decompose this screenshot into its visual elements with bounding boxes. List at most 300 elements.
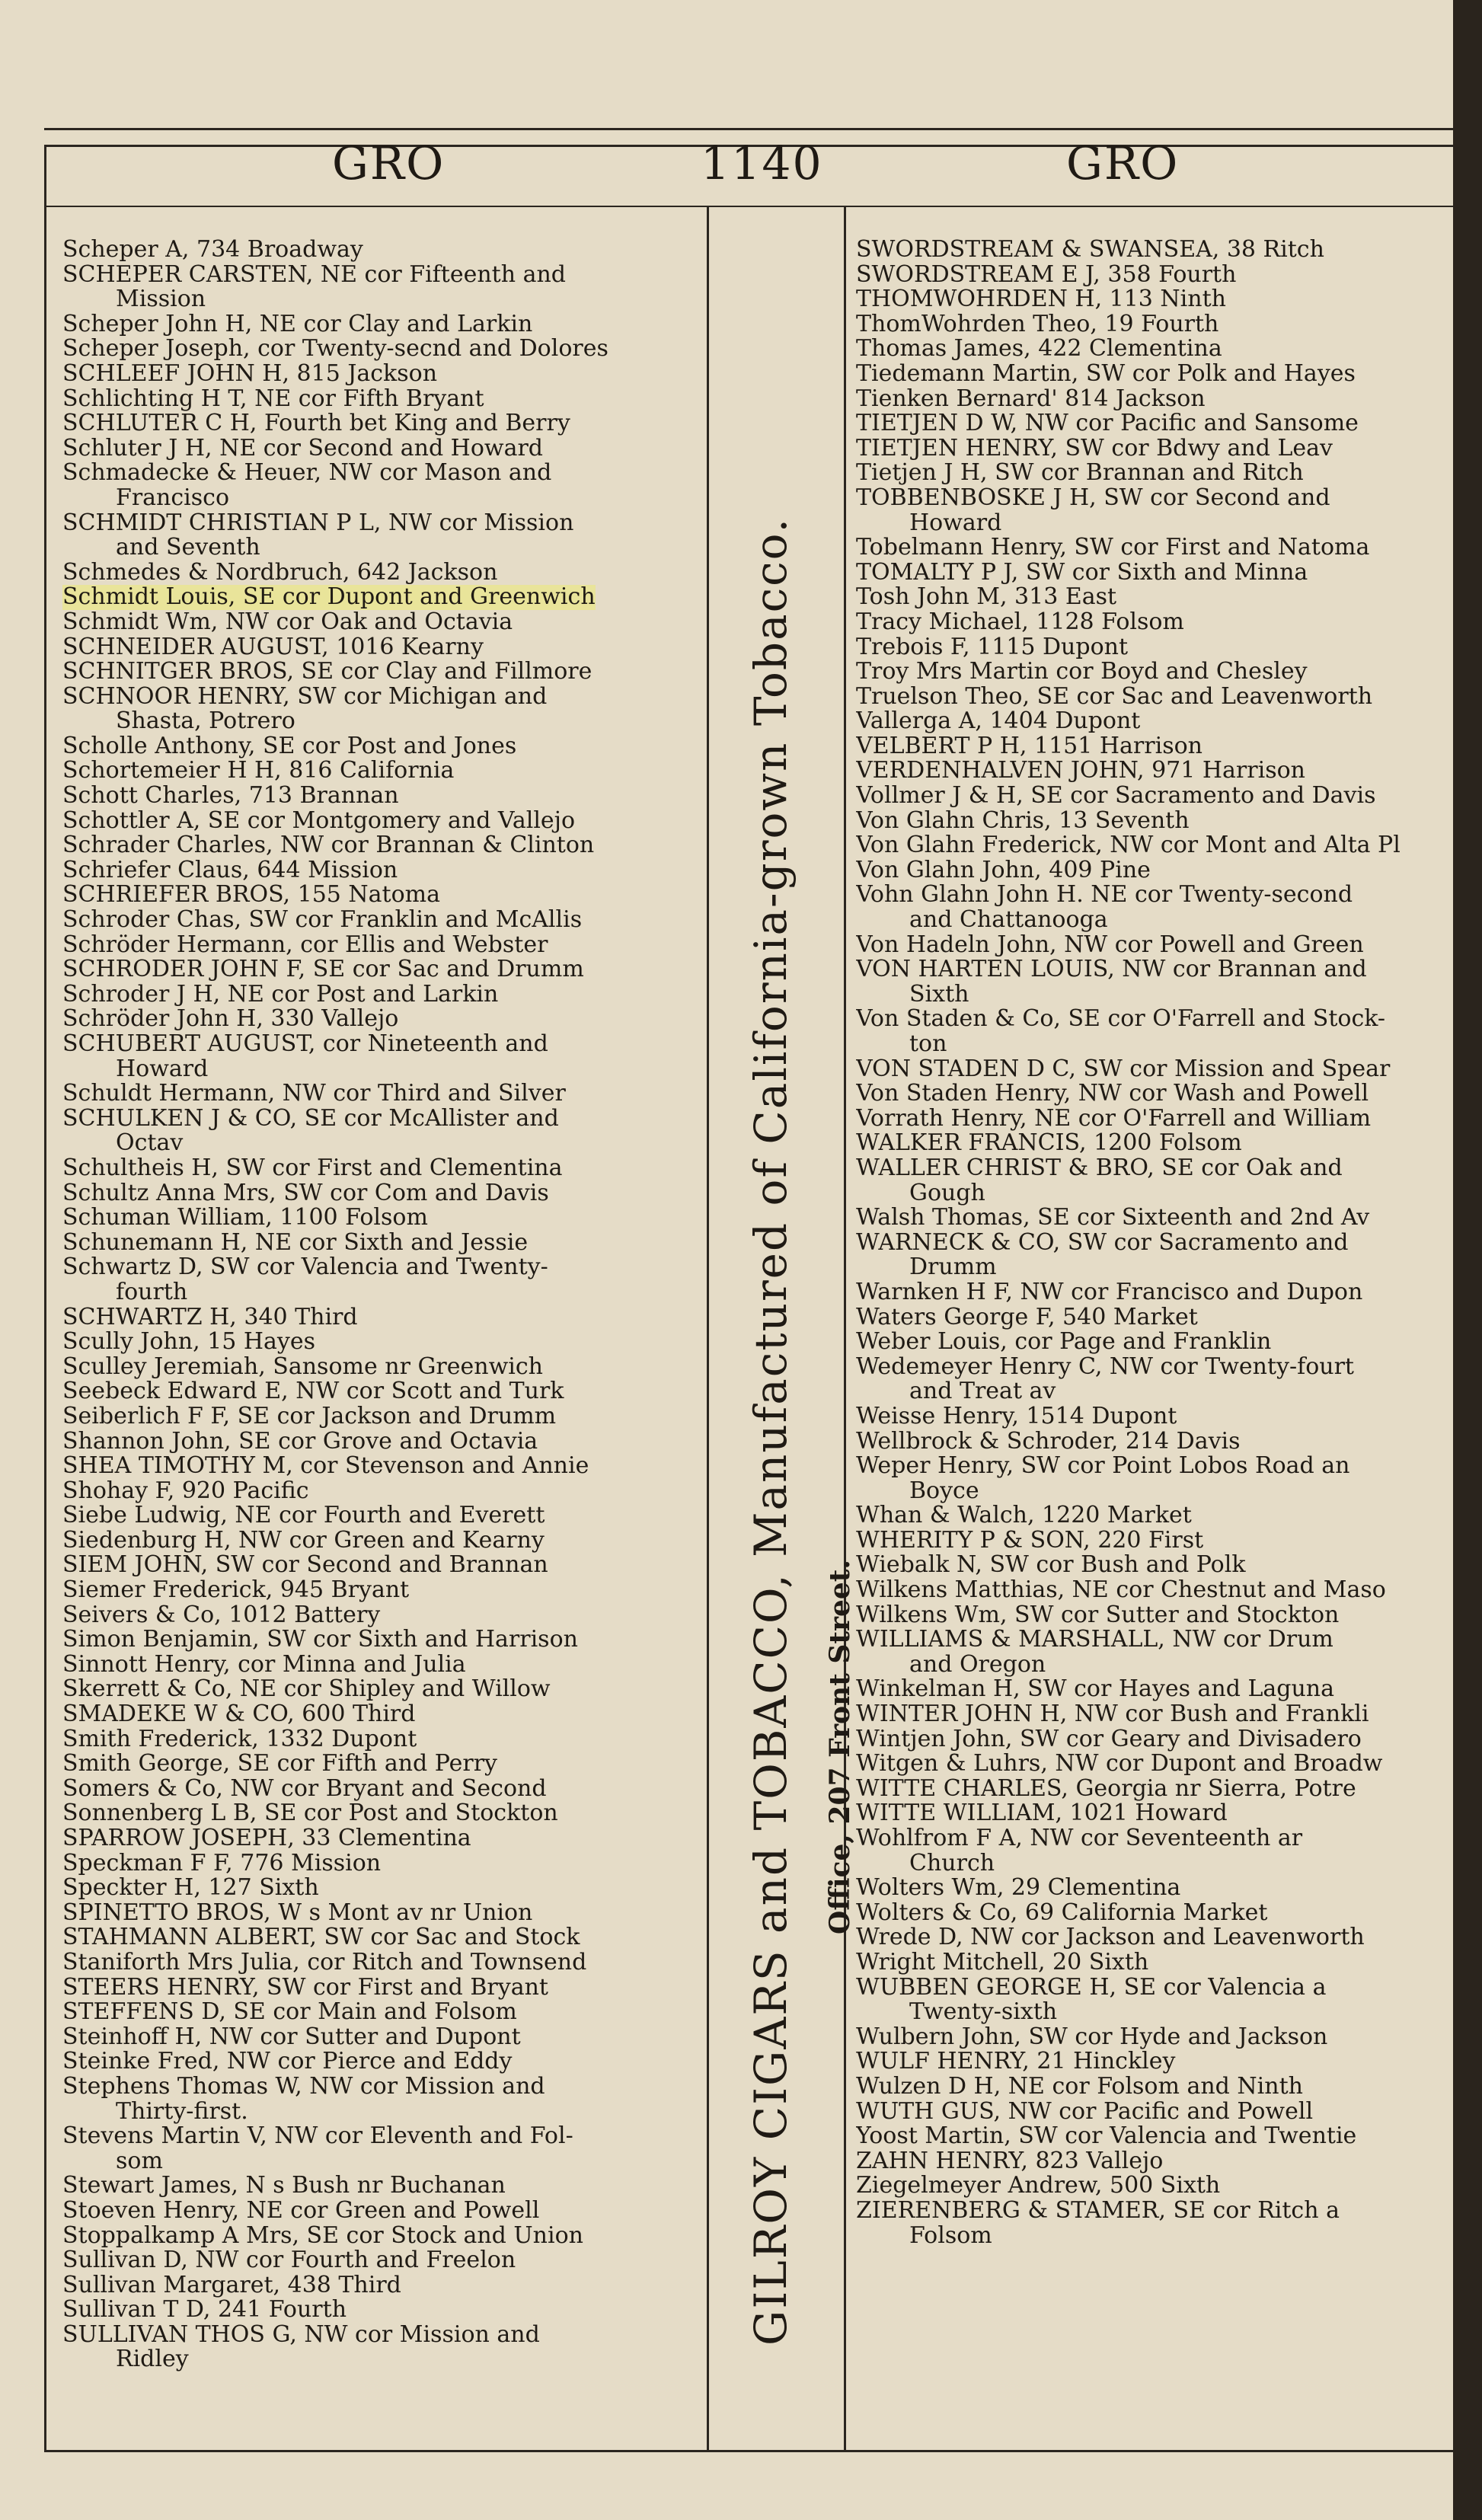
listing-entry: [62, 1627, 717, 1653]
listing-text: SCHNOOR HENRY, SW cor Michigan and: [62, 684, 548, 710]
listing-text: Von Glahn Frederick, NW cor Mont and Alta Pl: [856, 833, 1401, 858]
listing-text: SCHWARTZ H, 340 Third: [62, 1305, 358, 1330]
listing-entry: [856, 660, 1462, 685]
listing-text: Truelson Theo, SE cor Sac and Leavenworth: [856, 684, 1373, 710]
listing-text: Smith George, SE cor Fifth and Perry: [62, 1752, 497, 1777]
listing-text: Vallerga A, 1404 Dupont: [856, 709, 1141, 734]
listing-entry: [62, 2049, 717, 2074]
listing-continuation: [62, 1131, 717, 1156]
listing-text: SCHMIDT CHRISTIAN P L, NW cor Mission: [62, 510, 574, 536]
listing-text: Sixth: [909, 982, 969, 1008]
listing-text: SWORDSTREAM E J, 358 Fourth: [856, 262, 1237, 288]
listing-text: Staniforth Mrs Julia, cor Ritch and Townsend: [62, 1950, 587, 1975]
listing-entry: [62, 1702, 717, 1727]
listing-entry: [62, 2248, 717, 2273]
listing-text: ThomWohrden Theo, 19 Fourth: [856, 311, 1219, 337]
listing-text: Schroder Chas, SW cor Franklin and McAllis: [62, 908, 583, 933]
listing-text: SHEA TIMOTHY M, cor Stevenson and Annie: [62, 1454, 589, 1479]
listing-text: SWORDSTREAM & SWANSEA, 38 Ritch: [856, 238, 1324, 263]
listing-entry: [62, 436, 717, 462]
listing-entry: [62, 337, 717, 362]
advertisement-office-address: Office, 207 Front Street.: [824, 1560, 856, 1934]
listing-entry: [856, 2149, 1462, 2174]
listing-entry: [856, 411, 1462, 436]
listing-entry: [856, 1975, 1462, 2001]
listing-text: Wellbrock & Schroder, 214 Davis: [856, 1429, 1241, 1455]
listing-entry: [856, 1231, 1462, 1256]
listing-entry: [856, 1603, 1462, 1628]
listing-entry: [856, 957, 1462, 982]
listing-text: Scheper A, 734 Broadway: [62, 238, 363, 263]
listing-text: fourth: [116, 1279, 188, 1305]
listing-entry: [62, 1479, 717, 1504]
listing-text: SCHRODER JOHN F, SE cor Sac and Drumm: [62, 957, 584, 982]
listing-text: SPARROW JOSEPH, 33 Clementina: [62, 1826, 471, 1851]
listing-entry: [62, 1231, 717, 1256]
listing-entry: [62, 1429, 717, 1455]
listing-text: WUTH GUS, NW cor Pacific and Powell: [856, 2099, 1314, 2125]
listing-entry: [62, 1653, 717, 1678]
listing-text: Schluter J H, NE cor Second and Howard: [62, 436, 544, 462]
listing-entry: [62, 1528, 717, 1554]
listing-entry: [62, 1901, 717, 1926]
listing-entry: [62, 635, 717, 660]
listing-entry: [856, 1876, 1462, 1901]
listing-text: Scheper Joseph, cor Twenty-secnd and Dolores: [62, 337, 608, 362]
listing-text: Wolters Wm, 29 Clementina: [856, 1876, 1181, 1901]
listing-text: Scully John, 15 Hayes: [62, 1330, 316, 1355]
listing-text: STAHMANN ALBERT, SW cor Sac and Stock: [62, 1925, 580, 1950]
listing-text: Shasta, Potrero: [116, 709, 295, 734]
listing-entry: [856, 1081, 1462, 1107]
listing-text: TIETJEN D W, NW cor Pacific and Sansome: [856, 411, 1359, 436]
listing-text: Schunemann H, NE cor Sixth and Jessie: [62, 1230, 529, 1256]
listing-entry: [856, 1131, 1462, 1156]
listing-entry: [856, 610, 1462, 635]
listing-text: Schrader Charles, NW cor Brannan & Clinton: [62, 833, 595, 858]
listing-entry: [62, 1876, 717, 1901]
listing-entry: [856, 1752, 1462, 1777]
listing-text: Schuldt Hermann, NW cor Third and Silver: [62, 1081, 566, 1107]
listing-text: Warnken H F, NW cor Francisco and Dupon: [856, 1279, 1363, 1305]
listing-text: WARNECK & CO, SW cor Sacramento and: [856, 1230, 1349, 1256]
listing-text: Church: [909, 1851, 995, 1876]
listing-entry: [62, 1255, 717, 1280]
listing-entry: [856, 1901, 1462, 1926]
listing-entry: [62, 833, 717, 858]
listing-text: Troy Mrs Martin cor Boyd and Chesley: [856, 660, 1308, 685]
listing-continuation: [62, 709, 717, 734]
listing-text: Folsom: [909, 2223, 992, 2249]
listing-entry: [62, 759, 717, 784]
header-rule: [44, 206, 1461, 207]
listing-entry: [62, 1925, 717, 1950]
listing-text: Wilkens Matthias, NE cor Chestnut and Maso: [856, 1578, 1386, 1603]
listing-text: Schmidt Louis, SE cor Dupont and Greenwich: [62, 585, 596, 610]
listing-entry: [62, 1206, 717, 1231]
listing-text: THOMWOHRDEN H, 113 Ninth: [856, 287, 1226, 312]
listing-entry: [62, 1727, 717, 1752]
listing-text: TOMALTY P J, SW cor Sixth and Minna: [856, 560, 1308, 586]
listing-entry: [62, 610, 717, 635]
listing-entry: [62, 312, 717, 337]
listing-entry: [62, 660, 717, 685]
listing-entry: [856, 1454, 1462, 1479]
listing-entry: [62, 1404, 717, 1429]
listing-text: VON STADEN D C, SW cor Mission and Spear: [856, 1056, 1391, 1082]
listing-text: WILLIAMS & MARSHALL, NW cor Drum: [856, 1627, 1333, 1653]
listing-entry: [856, 1702, 1462, 1727]
listing-entry: [62, 362, 717, 387]
listing-entry: [856, 1528, 1462, 1554]
listing-entry: [62, 1950, 717, 1975]
listing-text: SPINETTO BROS, W s Mont av nr Union: [62, 1900, 533, 1926]
listing-text: Steinhoff H, NW cor Sutter and Dupont: [62, 2024, 521, 2050]
listing-entry: [856, 337, 1462, 362]
listing-text: Schroder J H, NE cor Post and Larkin: [62, 982, 499, 1008]
listing-text: Shohay F, 920 Pacific: [62, 1478, 309, 1504]
listing-continuation: [62, 1280, 717, 1305]
listing-text: WUBBEN GEORGE H, SE cor Valencia a: [856, 1975, 1327, 2001]
listing-continuation: [856, 2000, 1462, 2025]
listing-entry: [62, 883, 717, 908]
listing-text: Seiberlich F F, SE cor Jackson and Drumm: [62, 1404, 557, 1429]
listing-continuation: [856, 1653, 1462, 1678]
listing-text: Wulbern John, SW cor Hyde and Jackson: [856, 2024, 1328, 2050]
listing-entry: [62, 2199, 717, 2224]
listing-entry: [856, 362, 1462, 387]
listing-continuation: [856, 1255, 1462, 1280]
listing-entry: [856, 1950, 1462, 1975]
listing-entry: [62, 685, 717, 710]
listing-entry: [62, 2273, 717, 2298]
listing-text: Seivers & Co, 1012 Battery: [62, 1602, 381, 1628]
listing-text: Wohlfrom F A, NW cor Seventeenth ar: [856, 1826, 1303, 1851]
listing-entry: [856, 1578, 1462, 1603]
listing-entry: [856, 1925, 1462, 1950]
listing-text: Yoost Martin, SW cor Valencia and Twentie: [856, 2124, 1357, 2149]
listing-continuation: [62, 2149, 717, 2174]
listing-entry: [62, 411, 717, 436]
listing-entry: [856, 287, 1462, 312]
listing-text: Speckter H, 127 Sixth: [62, 1876, 319, 1901]
listing-entry: [856, 1057, 1462, 1082]
listing-text: Tiedemann Martin, SW cor Polk and Hayes: [856, 361, 1356, 387]
listing-text: WALKER FRANCIS, 1200 Folsom: [856, 1131, 1242, 1156]
listing-entry: [856, 1156, 1462, 1181]
listing-text: Twenty-sixth: [909, 2000, 1058, 2025]
listing-entry: [62, 957, 717, 982]
listing-entry: [62, 1305, 717, 1330]
listing-entry: [62, 1181, 717, 1206]
listing-entry: [856, 1330, 1462, 1355]
column-divider-right: [844, 207, 846, 2452]
listing-text: SMADEKE W & CO, 600 Third: [62, 1702, 416, 1727]
listing-text: Wrede D, NW cor Jackson and Leavenworth: [856, 1925, 1365, 1950]
listing-entry: [856, 312, 1462, 337]
listing-entry: [856, 784, 1462, 809]
listing-text: SCHEPER CARSTEN, NE cor Fifteenth and: [62, 262, 566, 288]
listing-entry: [856, 1553, 1462, 1578]
listing-text: Gough: [909, 1180, 985, 1206]
listing-text: som: [116, 2148, 163, 2174]
listing-text: Schriefer Claus, 644 Mission: [62, 858, 398, 883]
listing-text: Siebe Ludwig, NE cor Fourth and Everett: [62, 1503, 545, 1528]
listing-entry: [856, 1627, 1462, 1653]
listing-text: Weper Henry, SW cor Point Lobos Road an: [856, 1454, 1350, 1479]
listing-text: Simon Benjamin, SW cor Sixth and Harrison: [62, 1627, 578, 1653]
listing-text: Vorrath Henry, NE cor O'Farrell and William: [856, 1106, 1372, 1132]
listing-continuation: [62, 1057, 717, 1082]
listing-entry: [856, 1503, 1462, 1528]
left-column-listing: [62, 238, 717, 2372]
listing-text: Schmadecke & Heuer, NW cor Mason and: [62, 461, 552, 486]
listing-entry: [62, 511, 717, 536]
listing-text: Sculley Jeremiah, Sansome nr Greenwich: [62, 1354, 543, 1380]
listing-entry: [62, 585, 717, 610]
listing-text: Stephens Thomas W, NW cor Mission and: [62, 2074, 545, 2100]
listing-entry: [856, 561, 1462, 586]
listing-entry: [856, 486, 1462, 511]
listing-entry: [62, 238, 717, 263]
listing-entry: [856, 2025, 1462, 2050]
listing-text: Skerrett & Co, NE cor Shipley and Willow: [62, 1677, 551, 1703]
listing-text: Wiebalk N, SW cor Bush and Polk: [856, 1553, 1246, 1579]
listing-text: Schlichting H T, NE cor Fifth Bryant: [62, 386, 484, 412]
listing-entry: [62, 2323, 717, 2348]
listing-entry: [62, 1156, 717, 1181]
listing-entry: [62, 1503, 717, 1528]
listing-text: Mission: [116, 287, 206, 312]
listing-text: Smith Frederick, 1332 Dupont: [62, 1726, 417, 1752]
listing-entry: [856, 635, 1462, 660]
listing-text: Tienken Bernard' 814 Jackson: [856, 386, 1206, 412]
listing-text: Schröder Hermann, cor Ellis and Webster: [62, 932, 548, 958]
header-right-word: GRO: [1066, 137, 1180, 190]
listing-entry: [856, 535, 1462, 561]
listing-text: WALLER CHRIST & BRO, SE cor Oak and: [856, 1155, 1343, 1181]
listing-entry: [62, 2124, 717, 2149]
listing-text: and Seventh: [116, 535, 260, 561]
listing-entry: [62, 1677, 717, 1702]
listing-entry: [62, 2000, 717, 2025]
listing-entry: [62, 1553, 717, 1578]
listing-text: SCHUBERT AUGUST, cor Nineteenth and: [62, 1032, 548, 1057]
listing-entry: [856, 461, 1462, 486]
listing-continuation: [856, 1379, 1462, 1404]
listing-entry: [856, 1429, 1462, 1455]
listing-entry: [62, 263, 717, 288]
listing-entry: [856, 387, 1462, 412]
listing-entry: [62, 1355, 717, 1380]
listing-text: WITTE CHARLES, Georgia nr Sierra, Potre: [856, 1776, 1356, 1802]
listing-entry: [62, 1777, 717, 1802]
advertisement-banner: GILROY CIGARS and TOBACCO, Manufactured of California-grown Tobacco.: [745, 517, 797, 2346]
listing-text: Thirty-first.: [116, 2099, 248, 2125]
listing-entry: [856, 734, 1462, 759]
listing-entry: [62, 858, 717, 883]
listing-entry: [856, 1280, 1462, 1305]
listing-text: Schwartz D, SW cor Valencia and Twenty-: [62, 1255, 548, 1280]
listing-text: WULF HENRY, 21 Hinckley: [856, 2049, 1176, 2074]
listing-entry: [856, 858, 1462, 883]
listing-entry: [62, 1107, 717, 1132]
listing-text: Winkelman H, SW cor Hayes and Laguna: [856, 1677, 1335, 1703]
listing-entry: [62, 734, 717, 759]
listing-entry: [856, 759, 1462, 784]
listing-text: Walsh Thomas, SE cor Sixteenth and 2nd Av: [856, 1206, 1370, 1231]
listing-text: TOBBENBOSKE J H, SW cor Second and: [856, 485, 1330, 511]
listing-entry: [62, 1081, 717, 1107]
listing-text: ZIERENBERG & STAMER, SE cor Ritch a: [856, 2198, 1340, 2224]
listing-text: and Chattanooga: [909, 908, 1108, 933]
listing-text: Sullivan D, NW cor Fourth and Freelon: [62, 2248, 516, 2273]
listing-text: STEFFENS D, SE cor Main and Folsom: [62, 2000, 517, 2025]
listing-text: Wintjen John, SW cor Geary and Divisadero: [856, 1726, 1362, 1752]
listing-text: Weber Louis, cor Page and Franklin: [856, 1330, 1272, 1355]
listing-entry: [856, 685, 1462, 710]
listing-entry: [856, 709, 1462, 734]
listing-entry: [62, 1379, 717, 1404]
listing-text: SCHLUTER C H, Fourth bet King and Berry: [62, 411, 570, 436]
listing-entry: [856, 1727, 1462, 1752]
listing-text: Wright Mitchell, 20 Sixth: [856, 1950, 1149, 1975]
listing-text: Drumm: [909, 1255, 997, 1280]
listing-text: Schmedes & Nordbruch, 642 Jackson: [62, 560, 498, 586]
listing-text: Tobelmann Henry, SW cor First and Natoma: [856, 535, 1370, 561]
listing-entry: [856, 2173, 1462, 2199]
listing-entry: [62, 2173, 717, 2199]
listing-text: Schortemeier H H, 816 California: [62, 759, 455, 784]
header-left-word: GRO: [332, 137, 446, 190]
listing-text: SCHNEIDER AUGUST, 1016 Kearny: [62, 634, 484, 660]
listing-continuation: [856, 908, 1462, 933]
listing-entry: [856, 1404, 1462, 1429]
listing-text: ZAHN HENRY, 823 Vallejo: [856, 2148, 1164, 2174]
listing-entry: [856, 1777, 1462, 1802]
book-spine-edge: [1453, 0, 1482, 2520]
listing-text: Howard: [909, 510, 1002, 536]
listing-entry: [62, 1851, 717, 1876]
listing-entry: [62, 2025, 717, 2050]
listing-entry: [856, 1826, 1462, 1851]
listing-entry: [62, 2224, 717, 2249]
listing-text: Von Glahn Chris, 13 Seventh: [856, 808, 1190, 834]
listing-text: Von Staden Henry, NW cor Wash and Powell: [856, 1081, 1369, 1107]
listing-entry: [62, 1801, 717, 1826]
listing-text: Sinnott Henry, cor Minna and Julia: [62, 1652, 466, 1678]
listing-entry: [856, 833, 1462, 858]
listing-entry: [62, 2074, 717, 2100]
listing-continuation: [62, 535, 717, 561]
listing-entry: [856, 436, 1462, 462]
listing-continuation: [62, 287, 717, 312]
listing-text: Weisse Henry, 1514 Dupont: [856, 1404, 1177, 1429]
listing-entry: [856, 1007, 1462, 1032]
listing-continuation: [856, 1181, 1462, 1206]
listing-text: Boyce: [909, 1478, 979, 1504]
listing-entry: [856, 2124, 1462, 2149]
listing-entry: [62, 1454, 717, 1479]
listing-continuation: [62, 486, 717, 511]
listing-text: Tracy Michael, 1128 Folsom: [856, 609, 1184, 635]
top-border: [44, 128, 1461, 130]
listing-entry: [62, 1752, 717, 1777]
listing-text: STEERS HENRY, SW cor First and Bryant: [62, 1975, 548, 2001]
listing-text: Siedenburg H, NW cor Green and Kearny: [62, 1528, 545, 1554]
listing-text: Sullivan T D, 241 Fourth: [62, 2298, 347, 2323]
listing-text: Waters George F, 540 Market: [856, 1305, 1198, 1330]
right-column-listing: [856, 238, 1462, 2248]
listing-text: SCHULKEN J & CO, SE cor McAllister and: [62, 1106, 559, 1132]
listing-text: and Oregon: [909, 1652, 1046, 1678]
listing-entry: [856, 263, 1462, 288]
listing-text: Wilkens Wm, SW cor Sutter and Stockton: [856, 1602, 1340, 1628]
listing-text: Sullivan Margaret, 438 Third: [62, 2272, 401, 2298]
listing-text: Witgen & Luhrs, NW cor Dupont and Broadw: [856, 1752, 1383, 1777]
listing-text: Ridley: [116, 2347, 189, 2373]
listing-text: Tietjen J H, SW cor Brannan and Ritch: [856, 461, 1304, 486]
listing-entry: [62, 784, 717, 809]
listing-text: Octav: [116, 1131, 184, 1156]
listing-text: VERDENHALVEN JOHN, 971 Harrison: [856, 759, 1305, 784]
listing-text: Trebois F, 1115 Dupont: [856, 634, 1129, 660]
listing-entry: [856, 585, 1462, 610]
listing-text: TIETJEN HENRY, SW cor Bdwy and Leav: [856, 436, 1333, 462]
listing-text: VELBERT P H, 1151 Harrison: [856, 733, 1203, 759]
listing-text: SCHRIEFER BROS, 155 Natoma: [62, 883, 441, 909]
listing-text: Wolters & Co, 69 California Market: [856, 1900, 1268, 1926]
listing-entry: [62, 1975, 717, 2001]
listing-entry: [62, 1330, 717, 1355]
listing-text: SULLIVAN THOS G, NW cor Mission and: [62, 2322, 540, 2348]
listing-entry: [856, 883, 1462, 908]
listing-text: Stoppalkamp A Mrs, SE cor Stock and Union: [62, 2223, 583, 2249]
listing-entry: [856, 2100, 1462, 2125]
listing-text: SIEM JOHN, SW cor Second and Brannan: [62, 1553, 548, 1579]
listing-text: Whan & Walch, 1220 Market: [856, 1503, 1192, 1528]
listing-entry: [856, 933, 1462, 958]
listing-text: Seebeck Edward E, NW cor Scott and Turk: [62, 1379, 564, 1404]
listing-entry: [856, 1305, 1462, 1330]
listing-entry: [62, 2298, 717, 2323]
listing-text: Schröder John H, 330 Vallejo: [62, 1007, 399, 1032]
listing-continuation: [856, 1479, 1462, 1504]
listing-entry: [856, 2199, 1462, 2224]
listing-text: Wedemeyer Henry C, NW cor Twenty-fourt: [856, 1354, 1354, 1380]
listing-entry: [856, 2074, 1462, 2100]
listing-entry: [62, 561, 717, 586]
listing-continuation: [856, 511, 1462, 536]
listing-text: Schuman William, 1100 Folsom: [62, 1206, 428, 1231]
listing-entry: [62, 461, 717, 486]
listing-text: Stewart James, N s Bush nr Buchanan: [62, 2173, 506, 2199]
listing-entry: [62, 1007, 717, 1032]
listing-entry: [62, 933, 717, 958]
listing-entry: [856, 1801, 1462, 1826]
listing-text: Vohn Glahn John H. NE cor Twenty-second: [856, 883, 1353, 909]
listing-text: SCHNITGER BROS, SE cor Clay and Fillmore: [62, 660, 592, 685]
listing-continuation: [62, 2100, 717, 2125]
listing-continuation: [62, 2347, 717, 2372]
listing-text: Schmidt Wm, NW cor Oak and Octavia: [62, 609, 513, 635]
listing-entry: [856, 2049, 1462, 2074]
listing-text: Stoeven Henry, NE cor Green and Powell: [62, 2198, 540, 2224]
listing-text: Scheper John H, NE cor Clay and Larkin: [62, 311, 533, 337]
listing-entry: [856, 1677, 1462, 1702]
listing-text: Von Hadeln John, NW cor Powell and Green: [856, 932, 1364, 958]
listing-text: Speckman F F, 776 Mission: [62, 1851, 382, 1876]
